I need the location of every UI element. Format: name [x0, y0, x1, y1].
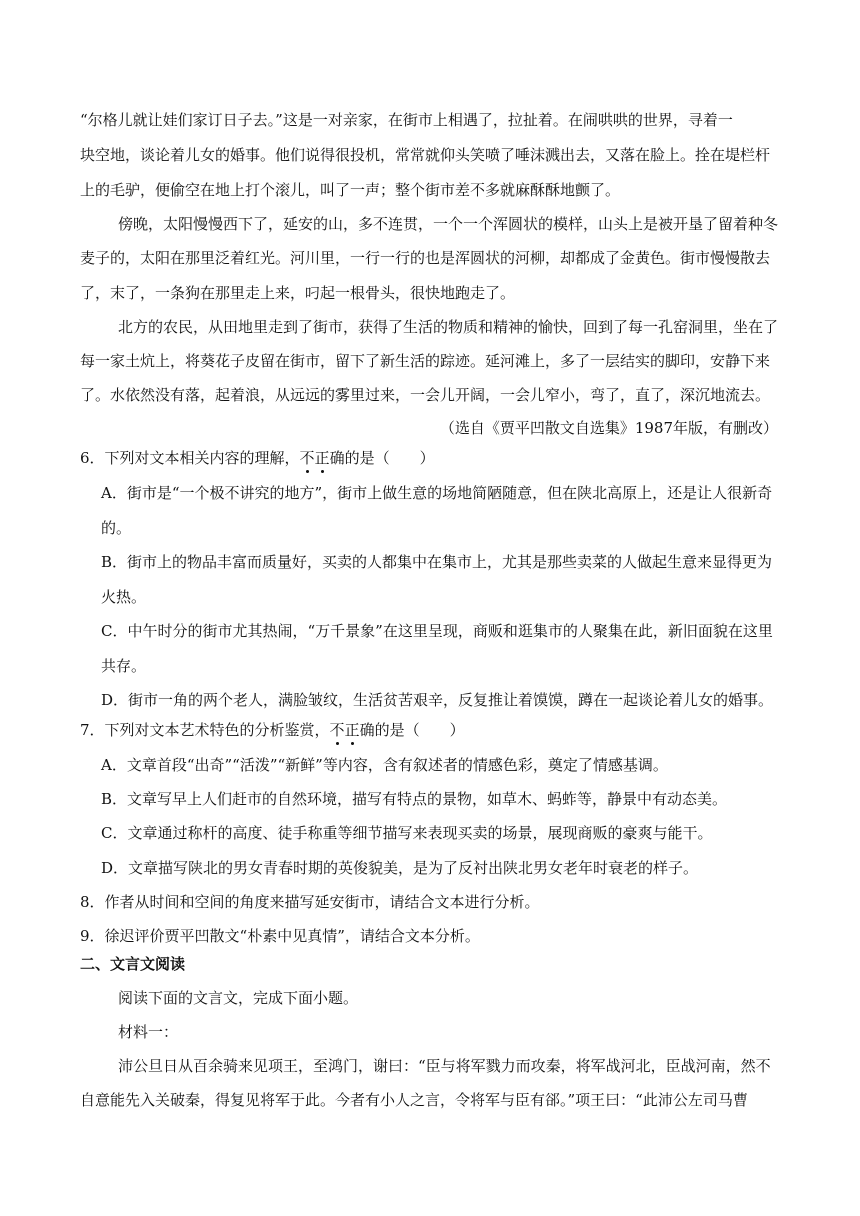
passage-p2-line-2: 麦子的，太阳在那里泛着红光。河川里，一行一行的也是浑圆状的河柳，却都成了金黄色。街市慢慢散去 [80, 249, 771, 267]
q6-option-b-line-1: B．街市上的物品丰富而质量好，买卖的人都集中在集市上，尤其是那些卖菜的人做起生意来显得更为 [101, 553, 773, 571]
q9: 9．徐迟评价贾平凹散文“朴素中见真情”，请结合文本分析。 [80, 927, 480, 945]
material-1-line-2: 自意能先入关破秦，得复见将军于此。今者有小人之言，令将军与臣有郤。”项王曰：“此沛公左司马曹 [80, 1091, 748, 1109]
passage-p3-line-2: 每一家土炕上，将葵花子皮留在街市，留下了新生活的踪迹。延河滩上，多了一层结实的脚印，安静下来 [80, 352, 771, 370]
passage-p1-line-1: “尔格儿就让娃们家订日子去。”这是一对亲家，在街市上相遇了，拉扯着。在闹哄哄的世界，寻着一 [80, 111, 733, 129]
q7-stem-after: 确的是（ ） [359, 721, 465, 739]
q6-option-d: D．街市一角的两个老人，满脸皱纹，生活贫苦艰辛，反复推让着馍馍，蹲在一起谈论着儿女的婚事。 [101, 691, 774, 709]
q6-option-c-line-2: 共存。 [101, 657, 147, 675]
passage-p3-line-1: 北方的农民，从田地里走到了街市，获得了生活的物质和精神的愉快，回到了每一孔窑洞里，坐在了 [118, 318, 779, 336]
passage-p2-line-1: 傍晚，太阳慢慢西下了，延安的山，多不连贯，一个一个浑圆状的模样，山头上是被开垦了留着种冬 [118, 215, 779, 233]
q8: 8．作者从时间和空间的角度来描写延安街市，请结合文本进行分析。 [80, 893, 540, 911]
section-2-title: 二、文言文阅读 [80, 955, 186, 973]
q7-option-a: A．文章首段“出奇”“活泼”“新鲜”等内容，含有叙述者的情感色彩，奠定了情感基调。 [101, 756, 668, 774]
q6-stem [80, 448, 435, 468]
passage-p1-line-3: 上的毛驴，便偷空在地上打个滚儿，叫了一声；整个街市差不多就麻酥酥地颤了。 [80, 181, 621, 199]
passage-source: （选自《贾平凹散文自选集》1987年版，有删改） [439, 419, 778, 437]
q6-option-b-line-2: 火热。 [101, 588, 147, 606]
material-1-label: 材料一： [118, 1023, 179, 1041]
material-1-line-1: 沛公旦日从百余骑来见项王，至鸿门，谢曰：“臣与将军戮力而攻秦，将军战河北，臣战河南，然不 [118, 1057, 771, 1075]
passage-p3-line-3: 了。水依然没有落，起着浪，从远远的雾里过来，一会儿开阔，一会儿窄小，弯了，直了，深沉地流去。 [80, 386, 771, 404]
q6-option-c-line-1: C．中午时分的街市尤其热闹，“万千景象”在这里呈现，商贩和逛集市的人聚集在此，新旧面貌在这里 [101, 622, 773, 640]
q6-emphasis-2: 正 [314, 449, 330, 467]
q7-stem-before: 7．下列对文本艺术特色的分析鉴赏， [80, 721, 330, 739]
q6-stem-after: 确的是（ ） [329, 449, 435, 467]
passage-p2-line-3: 了，末了，一条狗在那里走上来，叼起一根骨头，很快地跑走了。 [80, 284, 516, 302]
q7-option-b: B．文章写早上人们赶市的自然环境，描写有特点的景物，如草木、蚂蚱等，静景中有动态美。 [101, 790, 728, 808]
q6-emphasis-1: 不 [299, 449, 315, 467]
q7-option-d: D．文章描写陕北的男女青春时期的英俊貌美，是为了反衬出陕北男女老年时衰老的样子。 [101, 859, 699, 877]
section-2-intro: 阅读下面的文言文，完成下面小题。 [118, 989, 359, 1007]
q6-option-a-line-1: A．街市是“一个极不讲究的地方”，街市上做生意的场地简陋随意，但在陕北高原上，还是让人很新奇 [101, 484, 773, 502]
q7-emphasis-1: 不 [329, 721, 345, 739]
q6-stem-before: 6．下列对文本相关内容的理解， [80, 449, 300, 467]
q6-option-a-line-2: 的。 [101, 519, 132, 537]
passage-p1-line-2: 块空地，谈论着儿女的婚事。他们说得很投机，常常就仰头笑喷了唾沫溅出去，又落在脸上。拴在堤栏杆 [80, 146, 771, 164]
q7-option-c: C．文章通过称杆的高度、徒手称重等细节描写来表现买卖的场景，展现商贩的豪爽与能干。 [101, 824, 713, 842]
q7-stem [80, 720, 465, 740]
q7-emphasis-2: 正 [344, 721, 360, 739]
